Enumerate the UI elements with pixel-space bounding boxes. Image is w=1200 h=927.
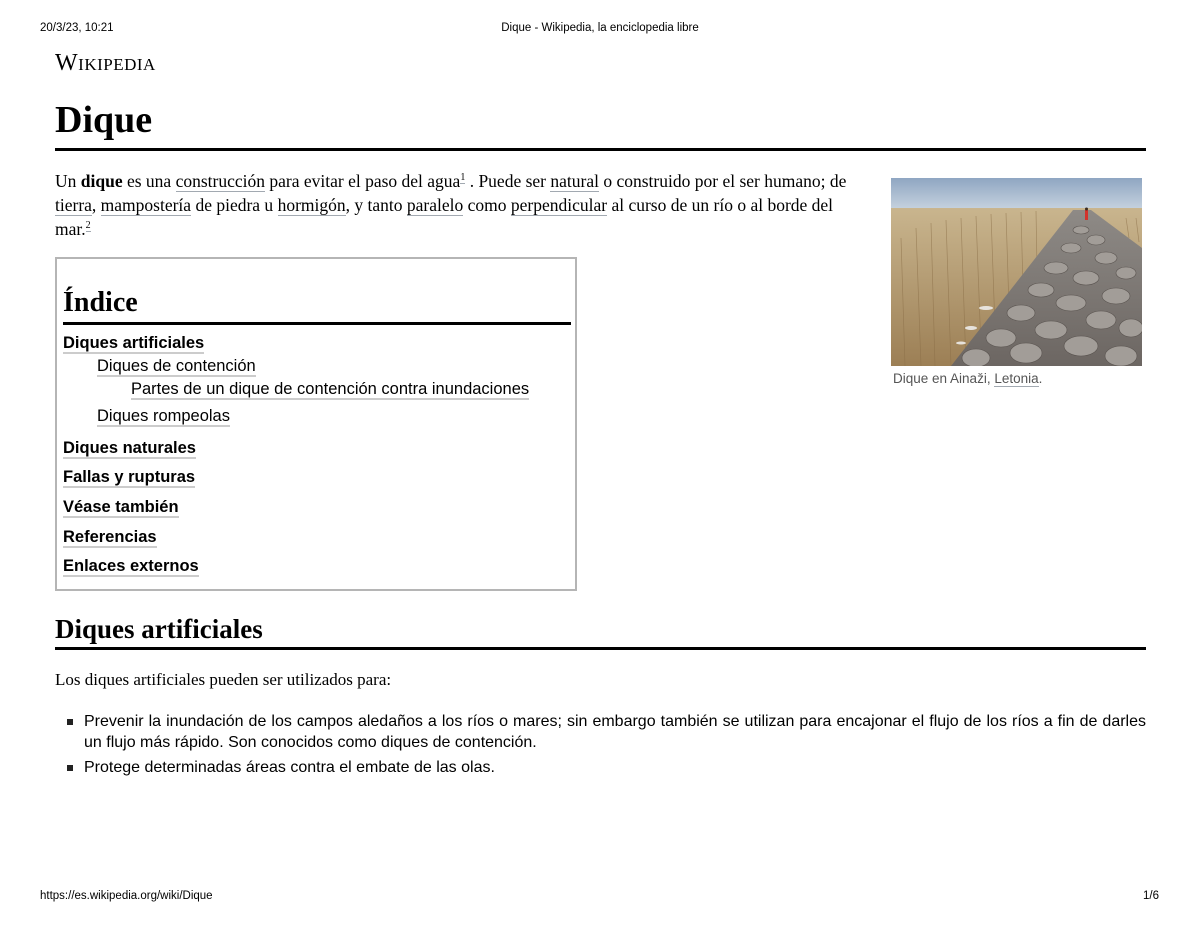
link-mamposteria[interactable]: mampostería [100, 195, 192, 215]
wikipedia-logo[interactable]: Wikipedia [55, 50, 156, 76]
list-item: Protege determinadas áreas contra el embate de las olas. [55, 757, 1146, 778]
dike-photo[interactable] [891, 178, 1142, 366]
print-page-number: 1/6 [1143, 890, 1159, 902]
bold-term: dique [80, 171, 123, 191]
toc-item-referencias[interactable]: Referencias [63, 528, 157, 546]
reference-1[interactable]: 1 [460, 172, 466, 184]
link-construccion[interactable]: construcción [175, 171, 265, 191]
toc-item-fallas-y-rupturas[interactable]: Fallas y rupturas [63, 468, 196, 486]
print-header [0, 22, 1200, 38]
link-hormigon[interactable]: hormigón [277, 195, 346, 215]
toc-item-diques-de-contencion[interactable]: Diques de contención [97, 357, 256, 375]
list-item: Prevenir la inundación de los campos aledaños a los ríos o mares; sin embargo también se utilizan para encajonar el flujo de los ríos a fin de darles un flujo más rápido. Son conocidos como diques de contención. [55, 711, 1146, 753]
table-of-contents [55, 257, 577, 591]
figure-caption: Dique en Ainaži, Letonia. [893, 371, 1043, 386]
page-title: Dique [55, 96, 1146, 151]
bullet-square-icon [67, 765, 73, 771]
bullet-list [55, 711, 1146, 782]
print-datetime: 20/3/23, 10:21 [40, 22, 114, 34]
toc-item-vease-tambien[interactable]: Véase también [63, 498, 179, 516]
toc-item-diques-naturales[interactable]: Diques naturales [63, 439, 196, 457]
link-paralelo[interactable]: paralelo [406, 195, 464, 215]
section-paragraph: Los diques artificiales pueden ser utilizados para: [55, 670, 392, 689]
print-page-title: Dique - Wikipedia, la enciclopedia libre [501, 22, 699, 34]
reference-2[interactable]: 2 [85, 220, 91, 232]
intro-paragraph: Un dique es una construcción para evitar el paso del agua$^1$ . Puede ser natural o construido por el ser humano; de tierra, mampostería de piedra u hormigón, y tanto paralelo como perpendicular al curso de un río o al borde del mar.$^2$ [55, 171, 847, 239]
link-letonia[interactable]: Letonia [994, 371, 1039, 386]
toc-item-diques-artificiales[interactable]: Diques artificiales [63, 334, 205, 352]
section-heading-diques-artificiales: Diques artificiales [55, 612, 1146, 650]
link-natural[interactable]: natural [550, 171, 599, 191]
print-url: https://es.wikipedia.org/wiki/Dique [40, 890, 213, 902]
figure [891, 178, 1142, 386]
link-tierra[interactable]: tierra [55, 195, 92, 215]
bullet-square-icon [67, 719, 73, 725]
toc-heading: Índice [63, 285, 571, 325]
toc-item-partes-dique[interactable]: Partes de un dique de contención contra inundaciones [131, 380, 530, 398]
toc-item-enlaces-externos[interactable]: Enlaces externos [63, 557, 199, 575]
toc-item-diques-rompeolas[interactable]: Diques rompeolas [97, 407, 230, 425]
link-perpendicular[interactable]: perpendicular [510, 195, 608, 215]
